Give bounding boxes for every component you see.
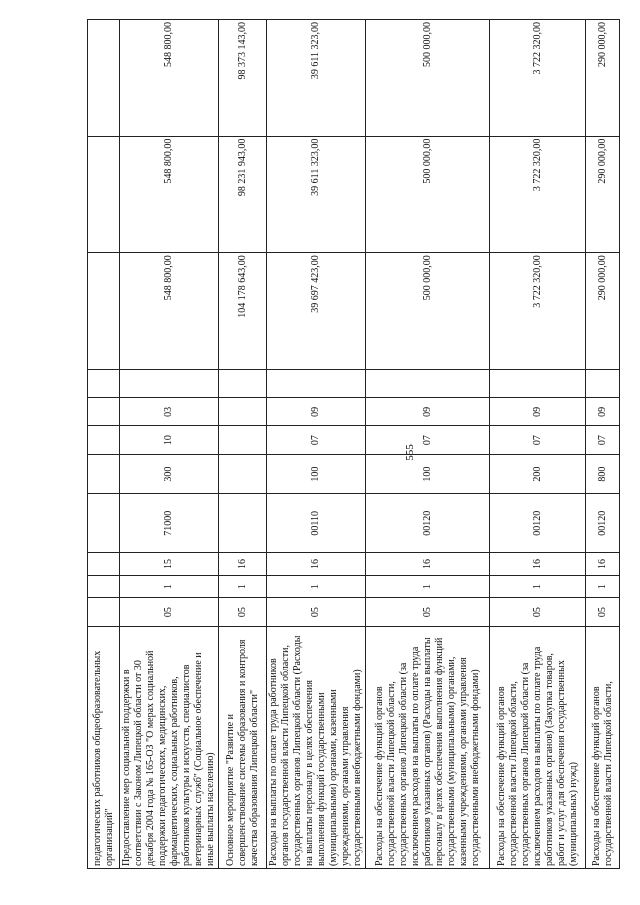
table-row <box>267 20 366 869</box>
row-name: Расходы на обеспечение функций органов государственной власти Липецкой области, <box>586 626 620 868</box>
code-cell <box>120 369 219 397</box>
code-cell: 00120 <box>586 494 620 553</box>
amount-cell: 39 611 323,00 <box>267 20 366 137</box>
amount-cell: 39 697 423,00 <box>267 253 366 370</box>
code-cell <box>267 369 366 397</box>
code-cell: 71000 <box>120 494 219 553</box>
code-cell: 15 <box>120 553 219 576</box>
code-cell: 07 <box>586 426 620 454</box>
code-cell <box>88 575 120 598</box>
code-cell <box>88 598 120 626</box>
code-cell: 05 <box>267 598 366 626</box>
code-cell: 07 <box>490 426 586 454</box>
code-cell: 00120 <box>366 494 490 553</box>
code-cell <box>219 454 267 494</box>
code-cell: 200 <box>490 454 586 494</box>
code-cell <box>88 398 120 426</box>
code-cell: 100 <box>366 454 490 494</box>
code-cell: 09 <box>267 398 366 426</box>
code-cell: 800 <box>586 454 620 494</box>
amount-cell: 3 722 320,00 <box>490 253 586 370</box>
code-cell <box>88 426 120 454</box>
code-cell: 09 <box>586 398 620 426</box>
budget-table <box>87 19 620 869</box>
code-cell: 1 <box>366 575 490 598</box>
code-cell: 05 <box>120 598 219 626</box>
amount-cell: 548 800,00 <box>120 136 219 253</box>
row-name: Расходы на обеспечение функций органов государственной власти Липецкой области, государственных органов Липецкой области (за исключением расходов на выплаты по оплате труда работников указанных органов) (Расходы на выплаты персоналу в целях обеспечения выполнения функций государственными (муниципальными) органами, казенными учреждениями, органами управления государственными внебюджетными фондами) <box>366 626 490 868</box>
amount-cell <box>88 20 120 137</box>
amount-cell: 39 611 323,00 <box>267 136 366 253</box>
row-name: Основное мероприятие "Развитие и совершенствование системы образования и контроля качества образования Липецкой области" <box>219 626 267 868</box>
amount-cell: 98 231 943,00 <box>219 136 267 253</box>
code-cell: 1 <box>120 575 219 598</box>
code-cell: 07 <box>267 426 366 454</box>
amount-cell: 548 800,00 <box>120 20 219 137</box>
row-name: Предоставление мер социальной поддержки в соответствии с Законом Липецкой области от 30 декабря 2004 года № 165-ОЗ "О мерах социальной поддержки педагогических, медицинских, фармацевтических, социальных работников, работников культуры и искусств, специалистов ветеринарных служб" (Социальное обеспечение и иные выплаты населению) <box>120 626 219 868</box>
code-cell: 16 <box>219 553 267 576</box>
code-cell <box>219 426 267 454</box>
code-cell: 05 <box>490 598 586 626</box>
code-cell: 00120 <box>490 494 586 553</box>
amount-cell <box>88 136 120 253</box>
code-cell: 1 <box>586 575 620 598</box>
amount-cell: 290 000,00 <box>586 253 620 370</box>
row-name: Расходы на выплаты по оплате труда работников органов государственной власти Липецкой области, государственных органов Липецкой области (Расходы на выплаты персоналу в целях обеспечения выполнения функций государственными (муниципальными) органами, казенными учреждениями, органами управления государственными внебюджетными фондами) <box>267 626 366 868</box>
amount-cell: 290 000,00 <box>586 136 620 253</box>
code-cell <box>219 494 267 553</box>
code-cell <box>88 369 120 397</box>
code-cell <box>219 369 267 397</box>
code-cell: 10 <box>120 426 219 454</box>
amount-cell: 3 722 320,00 <box>490 20 586 137</box>
code-cell: 05 <box>219 598 267 626</box>
amount-cell: 290 000,00 <box>586 20 620 137</box>
table-row <box>586 20 620 869</box>
code-cell: 09 <box>490 398 586 426</box>
code-cell <box>490 369 586 397</box>
code-cell: 07 <box>366 426 490 454</box>
row-name: Расходы на обеспечение функций органов государственной власти Липецкой области, государственных органов Липецкой области (за исключением расходов на выплаты по оплате труда работников указанных органов) (Закупка товаров, работ и услуг для обеспечения государственных (муниципальных) нужд) <box>490 626 586 868</box>
code-cell <box>586 369 620 397</box>
amount-cell: 98 373 143,00 <box>219 20 267 137</box>
code-cell: 05 <box>586 598 620 626</box>
code-cell: 05 <box>366 598 490 626</box>
table-row <box>490 20 586 869</box>
code-cell: 16 <box>366 553 490 576</box>
code-cell: 1 <box>490 575 586 598</box>
code-cell <box>88 553 120 576</box>
code-cell <box>88 494 120 553</box>
code-cell <box>88 454 120 494</box>
amount-cell: 500 000,00 <box>366 136 490 253</box>
code-cell: 09 <box>366 398 490 426</box>
code-cell: 1 <box>219 575 267 598</box>
code-cell <box>366 369 490 397</box>
amount-cell <box>88 253 120 370</box>
amount-cell: 500 000,00 <box>366 20 490 137</box>
table-row <box>366 20 490 869</box>
code-cell: 300 <box>120 454 219 494</box>
amount-cell: 500 000,00 <box>366 253 490 370</box>
code-cell: 16 <box>267 553 366 576</box>
code-cell: 16 <box>490 553 586 576</box>
code-cell: 00110 <box>267 494 366 553</box>
amount-cell: 104 178 643,00 <box>219 253 267 370</box>
table-row <box>88 20 120 869</box>
amount-cell: 548 800,00 <box>120 253 219 370</box>
table-row <box>120 20 219 869</box>
page-number: 555 <box>404 444 416 461</box>
row-name: педагогических работников общеобразовательных организаций" <box>88 626 120 868</box>
code-cell: 1 <box>267 575 366 598</box>
amount-cell: 3 722 320,00 <box>490 136 586 253</box>
table-row <box>219 20 267 869</box>
code-cell: 03 <box>120 398 219 426</box>
code-cell: 100 <box>267 454 366 494</box>
code-cell: 16 <box>586 553 620 576</box>
code-cell <box>219 398 267 426</box>
